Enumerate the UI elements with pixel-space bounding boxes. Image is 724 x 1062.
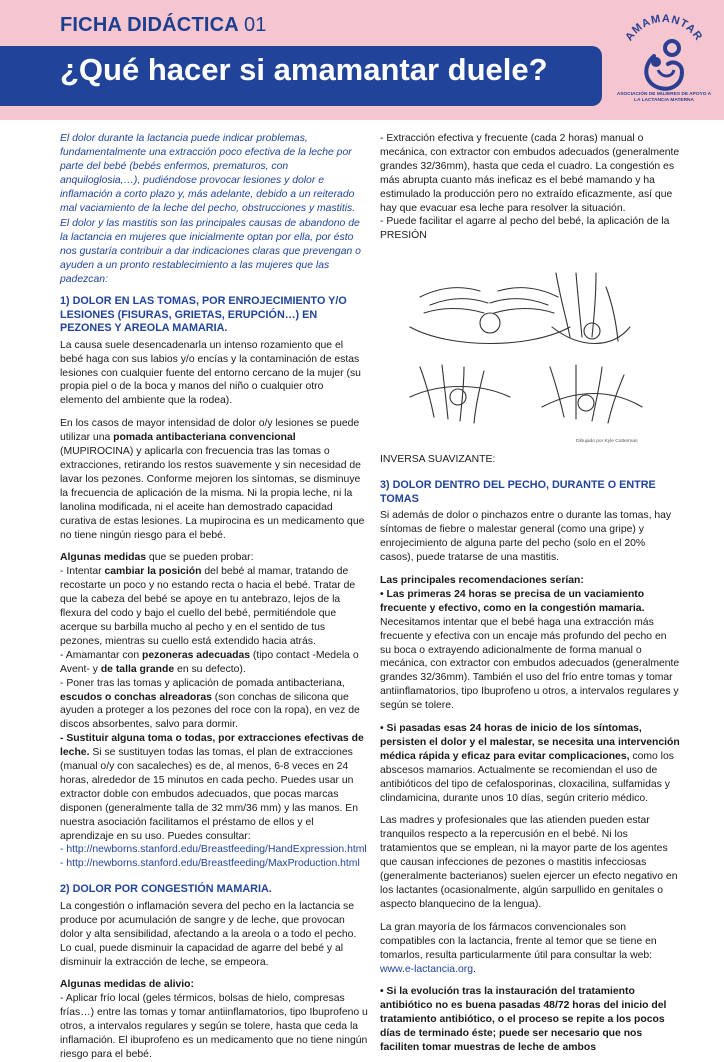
measure-item: - Aplicar frío local (geles térmicos, bolsas de hielo, compresas frías…) entre las tomas y tomar antiinflamatorios, tipo Ibuprofeno u otros, a intervalos regulares y según se tolere, hasta que ceda la inflamación. El ibuprofeno es un medicamento que no tiene ningún riesgo para el bebé. bbox=[60, 993, 368, 1060]
congestion-item: - Puede facilitar el agarre al pecho del bebé, la aplicación de la PRESIÓN bbox=[380, 216, 670, 242]
right-column bbox=[380, 132, 680, 1055]
intro-paragraph: El dolor durante la lactancia puede indicar problemas, fundamentalmente una extracción poco efectiva de la leche por parte del bebé (bebés enfermos, prematuros, con anquiloglosia,…), pudiéndose provocar lesiones y dolor e inflamación a corto plazo y, más adelante, debido a un reiterado mal vaciamiento de la leche del pecho, obstrucciones y mastitis. bbox=[60, 133, 356, 214]
header-band bbox=[0, 0, 724, 120]
section-2-measures-heading: Algunas medidas de alivio: bbox=[60, 979, 194, 991]
intro bbox=[60, 132, 368, 287]
section-1-measures: Algunas medidas que se pueden probar: - Intentar cambiar la posición del bebé al mamar, tratando de recostarte un poco y no estando recta o hacia el bebé. Tratar de que la cabeza del bebé se apoye en tu antebrazo, lejos de la flexura del codo y bajo el cuello del bebé, permitiéndole que acerque su barbilla mucho al pecho y en el sentido de tus pezones, mientras su cuello está extendido hacia atrás. - Amamantar con pezoneras adecuadas (tipo contact -Medela o Avent- y de talla grande en su defecto). - Poner tras las tomas y aplicación de pomada antibacteriana, escudos o conchas alreadoras (son conchas de silicona que ayuden a proteger a los pezones del roce con la ropa), en vez de discos absorbentes, salvo para dormir. - Sustituir alguna toma o todas, por extracciones efectivas de leche. Si se sustituyen todas las tomas, el plan de extracciones (manual o/y con sacaleches) es de, al menos, 6-8 veces en 24 horas, alrededor de 15 minutos en cada pecho. Puedes usar un extractor doble con embudos adecuados, que pocas marcas disponen (generalmente talla de 32 mm/36 mm) y las manos. En nuestra asociación facilitamos el préstamo de ellos y el aprendizaje en su uso. Puedes consultar: - http://newborns.stanford.edu/Breastfeeding/HandExpression.html - http://newborns.stanford.edu/Breastfeeding/MaxProduction.html bbox=[60, 552, 367, 870]
recommendations-heading: Las principales recomendaciones serían: bbox=[380, 574, 584, 586]
measure-item: - Poner tras las tomas y aplicación de pomada antibacteriana, escudos o conchas alreadoras (son conchas de silicona que ayuden a proteger a los pezones del roce con la ropa), en vez de discos absorbentes, salvo para dormir. bbox=[60, 677, 360, 731]
reverse-pressure-illustration bbox=[380, 257, 680, 447]
measure-item: - Amamantar con pezoneras adecuadas (tipo contact -Medela o Avent- y de talla grande en su defecto). bbox=[60, 649, 359, 675]
section-3-p3: La gran mayoría de los fármacos convencionales son compatibles con la lactancia, frente al temor que se tiene en tomarlos, resulta particularmente útil para consultar la web: www.e-lactancia.org. bbox=[380, 921, 657, 975]
hand-expression-link[interactable]: - http://newborns.stanford.edu/Breastfeeding/HandExpression.html bbox=[60, 844, 367, 856]
recommendation-item: • Si la evolución tras la instauración del tratamiento antibiótico no es buena pasadas 48/72 horas del inicio del tratamiento antibiótico, o el proceso se repite a los pocos días de terminado éste; puede ser necesario que nos faciliten tomar muestras de leche de ambos bbox=[380, 986, 667, 1054]
section-3-heading: 3) DOLOR DENTRO DEL PECHO, DURANTE O ENTRE TOMAS bbox=[380, 479, 656, 505]
e-lactancia-link[interactable]: www.e-lactancia.org bbox=[380, 963, 473, 975]
section-3-p2: Las madres y profesionales que las atienden pueden estar tranquilos respecto a la repercusión en el bebé. Ni los tratamientos que se emplean, ni la mayor parte de los agentes que causan infecciones de pezones o mastitis infecciosas (generalmente bacterianos) suelen ejercer un efecto negativo en los lactantes (ocasionalmente, algún sarpullido en genitales o aspecto blanquecino de la lengua). bbox=[380, 815, 678, 910]
section-1-p1: La causa suele desencadenarla un intenso rozamiento que el bebé haga con sus labios y/o encías y la contaminación de estas lesiones con cualquier fuente del entorno cercano de la mujer (su propia piel o de la boca y manos del niño o cualquier otro elemento del ambiente que la rodea). bbox=[60, 339, 361, 407]
hands-illustration-icon bbox=[380, 257, 680, 447]
recommendation-item: • Si pasadas esas 24 horas de inicio de los síntomas, persisten el dolor y el malestar, se necesita una intervención médica rápida y eficaz para evitar complicaciones, como los abscesos mamarios. Actualmente se recomiendan el uso de antibióticos del tipo de cefalosporinas, cloxacilina, sulfamidas y clindamicina, durante unos 10 días, según criterio médico. bbox=[380, 723, 680, 804]
section-1-p2: En los casos de mayor intensidad de dolor o/y lesiones se puede utilizar una pomada antibacteriana convencional (MUPIROCINA) y aplicarla con frecuencia tras las tomas o extracciones, retirando los restos suavemente y sin necesidad de lavar los pezones. Conforme mejoren los síntomas, se disminuye la frecuencia de aplicación de la misma. Ni la propia leche, ni la lanolina modificada, ni el aceite han demostrado capacidad curativa de estas lesiones. La mupirocina es un medicamento que no tiene ningún riesgo para el bebé. bbox=[60, 418, 365, 541]
logo-subtitle: ASOCIACIÓN DE MUJERES DE APOYO A LA LACTANCIA MATERNA bbox=[616, 92, 712, 103]
section-3-p1: Si además de dolor o pinchazos entre o durante las tomas, hay síntomas de fiebre o malestar general (como una gripe) y enrojecimiento de alguna parte del pecho (solo en el 20% casos), puede tratarse de una mastitis. bbox=[380, 510, 672, 564]
sheet-kicker: FICHA DIDÁCTICA 01 bbox=[60, 14, 267, 36]
congestion-item: - Extracción efectiva y frecuente (cada 2 horas) manual o mecánica, con extractor con embudos adecuados (generalmente grandes 32/36mm), hasta que ceda el cuadro. La congestión es más abrupta cuanto más ineficaz es el bebé mamando y ha estimulado la producción pero no extraído eficazmente, así que hay que evacuar esa leche para resolver la situación. bbox=[380, 133, 680, 214]
illustration-credit: Dibujado por Kyle Cotterman bbox=[576, 439, 638, 445]
section-2-heading: 2) DOLOR POR CONGESTIÓN MAMARIA. bbox=[60, 883, 272, 896]
page-title: ¿Qué hacer si amamantar duele? bbox=[60, 52, 548, 87]
measure-item: - Intentar cambiar la posición del bebé al mamar, tratando de recostarte un poco y no estando recta o hacia el bebé. Tratar de que la cabeza del bebé se apoye en tu antebrazo, lejos de la flexura del codo y bajo el cuello del bebé, permitiéndole que acerque su barbilla mucho al pecho y en el sentido de tus pezones, mientras su cuello está extendido hacia atrás. bbox=[60, 566, 356, 647]
intro-paragraph: El dolor y las mastitis son las principales causas de abandono de la lactancia en mujeres que inicialmente optan por ella, por ésto nos gustaría contribuir a dar indicaciones claras que prevengan o ayuden a un pronto restablecimiento a las mujeres que las padezcan: bbox=[60, 218, 361, 286]
section-2-p1: La congestión o inflamación severa del pecho en la lactancia se produce por acumulación de sangre y de leche, que provocan dolor y alta sensibilidad, afectando a la areola o a todo el pecho. Lo cual, puede disminuir la capacidad de agarre del bebé y al disminuir la extracción de leche, se empeora. bbox=[60, 900, 357, 968]
amamantar-logo bbox=[612, 8, 716, 114]
svg-text:AMAMANTAR: AMAMANTAR bbox=[623, 12, 705, 44]
congestion-item-continued: INVERSA SUAVIZANTE: bbox=[380, 454, 496, 466]
measure-item: - Sustituir alguna toma o todas, por extracciones efectivas de leche. Si se sustituyen todas las tomas, el plan de extracciones (manual o/y con sacaleches) es de, al menos, 6-8 veces en 24 horas, alrededor de 15 minutos en cada pecho. Puedes usar un extractor doble con embudos adecuados, que pocas marcas disponen (generalmente talla de 32 mm/36 mm) y las manos. En nuestra asociación facilitamos el préstamo de ellos y el aprendizaje en su uso. Puedes consultar: bbox=[60, 733, 364, 842]
max-production-link[interactable]: - http://newborns.stanford.edu/Breastfeeding/MaxProduction.html bbox=[60, 858, 360, 870]
section-1-heading: 1) DOLOR EN LAS TOMAS, POR ENROJECIMIENTO Y/O LESIONES (FISURAS, GRIETAS, ERUPCIÓN…) EN PEZONES Y AREOLA MAMARIA. bbox=[60, 294, 347, 335]
recommendation-item: • Las primeras 24 horas se precisa de un vaciamiento frecuente y efectivo, como en la congestión mamaria. Necesitamos intentar que el bebé haga una extracción más frecuente y efectiva con un encaje más profundo del pecho en su boca o extrayendo adicionalmente de forma manual o mecánica, con extractor con embudos adecuados (generalmente grandes 32/36mm). También el uso del frío entre tomas y tomar antiinflamatorios, tipo Ibuprofeno u otros, a intervalos regulares y según se tolere. bbox=[380, 588, 680, 712]
left-column bbox=[60, 132, 368, 1062]
